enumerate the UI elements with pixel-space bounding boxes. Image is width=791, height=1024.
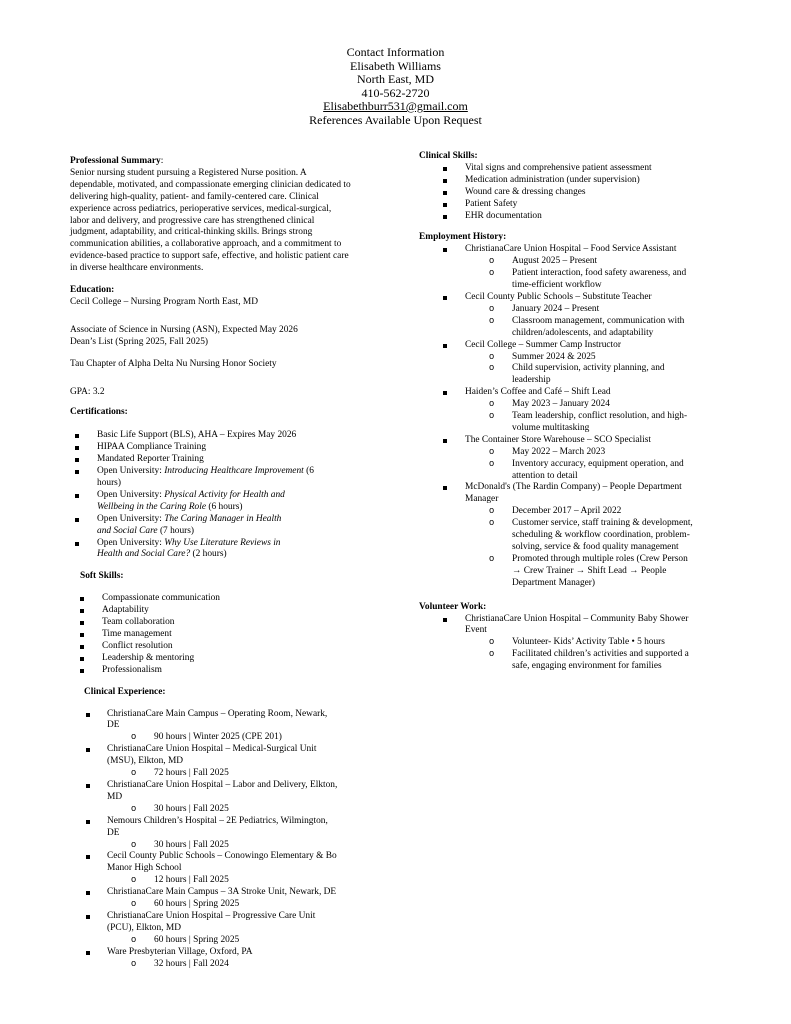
clinical-experience-item: Nemours Children’s Hospital – 2E Pediatrics, Wilmington, DE o 30 hours | Fall 2025 <box>70 816 340 852</box>
clinical-skill-item: Medication administration (under supervision) <box>419 175 719 187</box>
clinical-skill-item: EHR documentation <box>419 211 719 223</box>
volunteer-item: ChristianaCare Union Hospital – Community Baby Shower Event o Volunteer- Kids’ Activity Table • 5 hours o Facilitated children’s activities and supported a safe, engaging environment for families <box>419 614 694 674</box>
soft-skill-item: Adaptability <box>70 605 360 617</box>
clinical-experience-item: Cecil County Public Schools – Conowingo Elementary & Bo Manor High School o 12 hours | Fall 2025 <box>70 851 340 887</box>
employment-list <box>419 244 694 589</box>
clinical-experience-list <box>70 709 340 971</box>
clinical-experience-item: ChristianaCare Union Hospital – Progressive Care Unit (PCU), Elkton, MD o 60 hours | Spring 2025 <box>70 911 340 947</box>
education-degree: Associate of Science in Nursing (ASN), Expected May 2026 <box>70 324 298 335</box>
soft-skills-heading: Soft Skills: <box>80 571 124 582</box>
volunteer-detail: o Volunteer- Kids’ Activity Table • 5 hours <box>465 637 694 649</box>
job-detail: o Customer service, staff training & development, scheduling & workflow coordination, problem-solving, service & food quality management <box>465 518 694 554</box>
professional-summary-text: Senior nursing student pursuing a Registered Nurse position. A dependable, motivated, and compassionate emerging clinician dedicated to delivering high-quality, patient- and family-centered care. Clinical experience across pediatrics, perioperative services, medical-surgical, labor and delivery, and progressive care has strengthened clinical judgment, adaptability, and critical-thinking skills. Brings strong communication abilities, a collaborative approach, and a commitment to evidence-based practice to support safe, effective, and holistic patient care in diverse healthcare environments. <box>70 167 351 274</box>
job-item: Cecil College – Summer Camp Instructor o Summer 2024 & 2025 o Child supervision, activity planning, and leadership <box>419 340 694 388</box>
certification-item: Open University: The Caring Manager in Health and Social Care (7 hours) <box>70 514 320 538</box>
education-school: Cecil College – Nursing Program North East, MD <box>70 296 258 307</box>
certification-item: Open University: Physical Activity for Health and Wellbeing in the Caring Role (6 hours) <box>70 490 320 514</box>
soft-skill-item: Compassionate communication <box>70 593 360 605</box>
clinical-skills-heading: Clinical Skills: <box>419 151 478 161</box>
clinical-experience-item: Ware Presbyterian Village, Oxford, PA o 32 hours | Fall 2024 <box>70 947 340 971</box>
volunteer-heading: Volunteer Work: <box>419 601 487 612</box>
clinical-skill-item: Vital signs and comprehensive patient assessment <box>419 163 719 175</box>
job-detail: o Summer 2024 & 2025 <box>465 352 694 364</box>
clinical-skill-item: Patient Safety <box>419 199 719 211</box>
clinical-skills-list <box>419 163 719 223</box>
volunteer-detail: o Facilitated children’s activities and supported a safe, engaging environment for families <box>465 649 694 673</box>
certification-item: Open University: Why Use Literature Reviews in Health and Social Care? (2 hours) <box>70 538 320 562</box>
job-detail: o May 2023 – January 2024 <box>465 399 694 411</box>
job-detail: o May 2022 – March 2023 <box>465 447 694 459</box>
volunteer-list <box>419 614 694 674</box>
clinical-experience-detail: o 12 hours | Fall 2025 <box>107 875 340 887</box>
job-detail: o Classroom management, communication with children/adolescents, and adaptability <box>465 316 694 340</box>
contact-name: Elisabeth Williams <box>350 58 441 73</box>
soft-skill-item: Leadership & mentoring <box>70 653 360 665</box>
contact-title: Contact Information <box>346 45 445 59</box>
certification-item: Open University: Introducing Healthcare Improvement (6 hours) <box>70 466 320 490</box>
certification-item: Basic Life Support (BLS), AHA – Expires May 2026 <box>70 430 320 442</box>
job-detail: o Patient interaction, food safety awareness, and time-efficient workflow <box>465 268 694 292</box>
job-item: Cecil County Public Schools – Substitute Teacher o January 2024 – Present o Classroom management, communication with children/adolescents, and adaptability <box>419 292 694 340</box>
clinical-experience-item: ChristianaCare Main Campus – 3A Stroke Unit, Newark, DE o 60 hours | Spring 2025 <box>70 887 340 911</box>
job-detail: o January 2024 – Present <box>465 304 694 316</box>
clinical-experience-heading: Clinical Experience: <box>84 686 166 697</box>
clinical-experience-item: ChristianaCare Main Campus – Operating Room, Newark, DE o 90 hours | Winter 2025 (CPE 201) <box>70 709 340 745</box>
soft-skill-item: Professionalism <box>70 665 360 677</box>
job-detail: o Promoted through multiple roles (Crew Person → Crew Trainer → Shift Lead → People Department Manager) <box>465 554 694 590</box>
references-note: References Available Upon Request <box>309 112 482 127</box>
clinical-experience-detail: o 30 hours | Fall 2025 <box>107 804 340 816</box>
soft-skill-item: Conflict resolution <box>70 641 360 653</box>
clinical-experience-item: ChristianaCare Union Hospital – Labor and Delivery, Elkton, MD o 30 hours | Fall 2025 <box>70 780 340 816</box>
professional-summary-heading: Professional Summary: <box>70 156 164 166</box>
certifications-list <box>70 430 320 561</box>
job-detail: o December 2017 – April 2022 <box>465 506 694 518</box>
job-item: ChristianaCare Union Hospital – Food Service Assistant o August 2025 – Present o Patient interaction, food safety awareness, and time-efficient workflow <box>419 244 694 292</box>
education-gpa: GPA: 3.2 <box>70 386 105 397</box>
contact-phone: 410-562-2720 <box>361 85 430 100</box>
job-detail: o Child supervision, activity planning, and leadership <box>465 363 694 387</box>
certification-item: HIPAA Compliance Training <box>70 442 320 454</box>
clinical-experience-detail: o 60 hours | Spring 2025 <box>107 935 340 947</box>
employment-heading: Employment History: <box>419 232 507 243</box>
clinical-experience-detail: o 60 hours | Spring 2025 <box>107 899 340 911</box>
soft-skill-item: Team collaboration <box>70 617 360 629</box>
contact-header <box>0 46 791 127</box>
left-column <box>70 156 360 970</box>
clinical-experience-detail: o 30 hours | Fall 2025 <box>107 840 340 852</box>
soft-skill-item: Time management <box>70 629 360 641</box>
job-item: The Container Store Warehouse – SCO Specialist o May 2022 – March 2023 o Inventory accuracy, equipment operation, and attention to detail <box>419 435 694 483</box>
job-detail: o Inventory accuracy, equipment operation, and attention to detail <box>465 459 694 483</box>
job-detail: o August 2025 – Present <box>465 256 694 268</box>
job-item: McDonald's (The Rardin Company) – People Department Manager o December 2017 – April 2022 o Customer service, staff training & development, scheduling & workflow coordination, problem-solving, service & food quality management o Promoted through multiple roles (Crew Person → Crew Trainer → Shift Lead → People Department Manager) <box>419 482 694 589</box>
job-detail: o Team leadership, conflict resolution, and high-volume multitasking <box>465 411 694 435</box>
education-honor-society: Tau Chapter of Alpha Delta Nu Nursing Honor Society <box>70 358 277 369</box>
soft-skills-list <box>70 593 360 676</box>
clinical-experience-item: ChristianaCare Union Hospital – Medical-Surgical Unit (MSU), Elkton, MD o 72 hours | Fall 2025 <box>70 744 340 780</box>
clinical-experience-detail: o 90 hours | Winter 2025 (CPE 201) <box>107 732 340 744</box>
education-deans-list: Dean’s List (Spring 2025, Fall 2025) <box>70 336 209 347</box>
clinical-experience-detail: o 32 hours | Fall 2024 <box>107 959 340 971</box>
education-heading: Education: <box>70 285 115 296</box>
certifications-heading: Certifications: <box>70 406 128 417</box>
contact-location: North East, MD <box>357 72 434 86</box>
job-item: Haiden’s Coffee and Café – Shift Lead o May 2023 – January 2024 o Team leadership, conflict resolution, and high-volume multitasking <box>419 387 694 435</box>
contact-email-link[interactable]: Elisabethburr531@gmail.com <box>323 99 468 113</box>
clinical-experience-detail: o 72 hours | Fall 2025 <box>107 768 340 780</box>
right-column <box>419 151 719 673</box>
certification-item: Mandated Reporter Training <box>70 454 320 466</box>
clinical-skill-item: Wound care & dressing changes <box>419 187 719 199</box>
